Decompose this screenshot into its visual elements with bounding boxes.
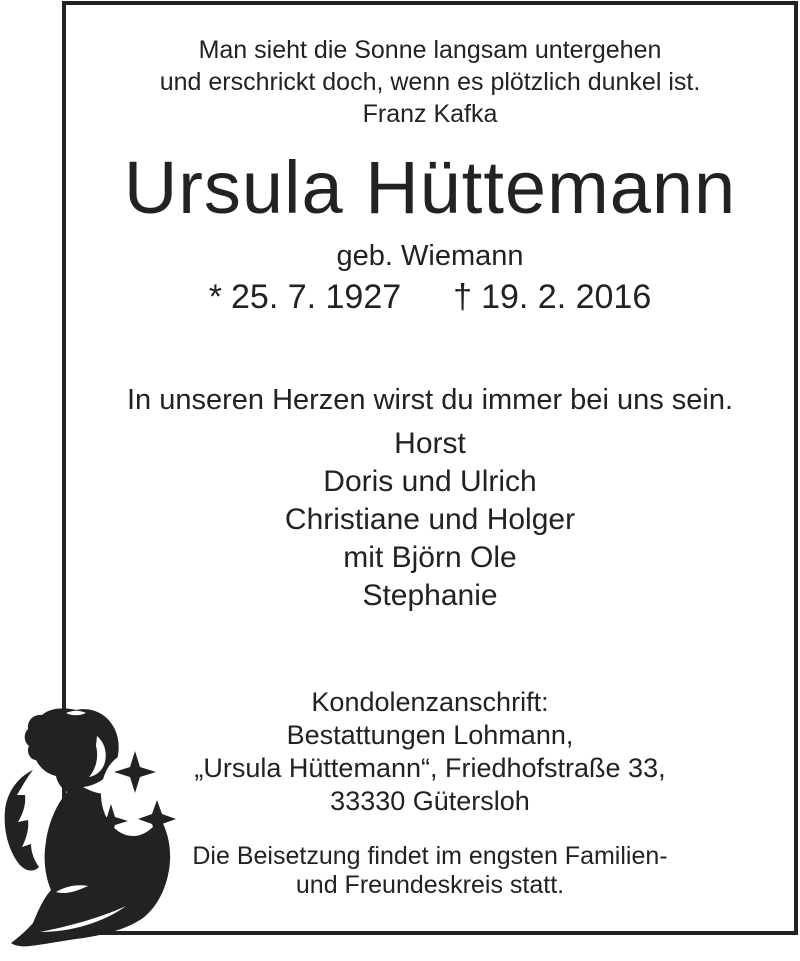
condolence-line-1: Bestattungen Lohmann, (286, 720, 574, 750)
mourner-name: Horst (394, 427, 466, 460)
quote-block (66, 34, 794, 130)
condolence-line-3: 33330 Gütersloh (330, 786, 530, 816)
quote-attribution: Franz Kafka (362, 100, 498, 128)
burial-line-2: und Freundeskreis statt. (295, 871, 565, 899)
quote-line-2: und erschrickt doch, wenn es plötzlich dunkel ist. (159, 68, 701, 96)
birth-date-group (209, 278, 401, 317)
death-cross-symbol: † (453, 278, 473, 316)
death-date: 19. 2. 2016 (481, 278, 652, 316)
remembrance-line: In unseren Herzen wirst du immer bei uns sein. (126, 384, 734, 416)
death-date-group (453, 278, 651, 317)
kneeling-angel-with-stars-icon (0, 680, 200, 961)
mourner-name: Christiane und Holger (284, 503, 576, 536)
mourner-name: mit Björn Ole (343, 541, 517, 574)
birth-date: 25. 7. 1927 (231, 278, 402, 316)
deceased-name: Ursula Hüttemann (123, 146, 737, 229)
burial-line-1: Die Beisetzung findet im engsten Familien- (192, 842, 668, 870)
life-dates (66, 278, 794, 317)
maiden-name: geb. Wiemann (336, 240, 524, 272)
condolence-heading: Kondolenzanschrift: (311, 687, 549, 717)
quote-line-1: Man sieht die Sonne langsam untergehen (198, 36, 662, 64)
mourners-list (66, 425, 794, 615)
mourner-name: Doris und Ulrich (323, 465, 537, 498)
birth-star-symbol: * (208, 278, 222, 316)
condolence-line-2: „Ursula Hüttemann“, Friedhofstraße 33, (194, 753, 666, 783)
mourner-name: Stephanie (362, 579, 498, 612)
